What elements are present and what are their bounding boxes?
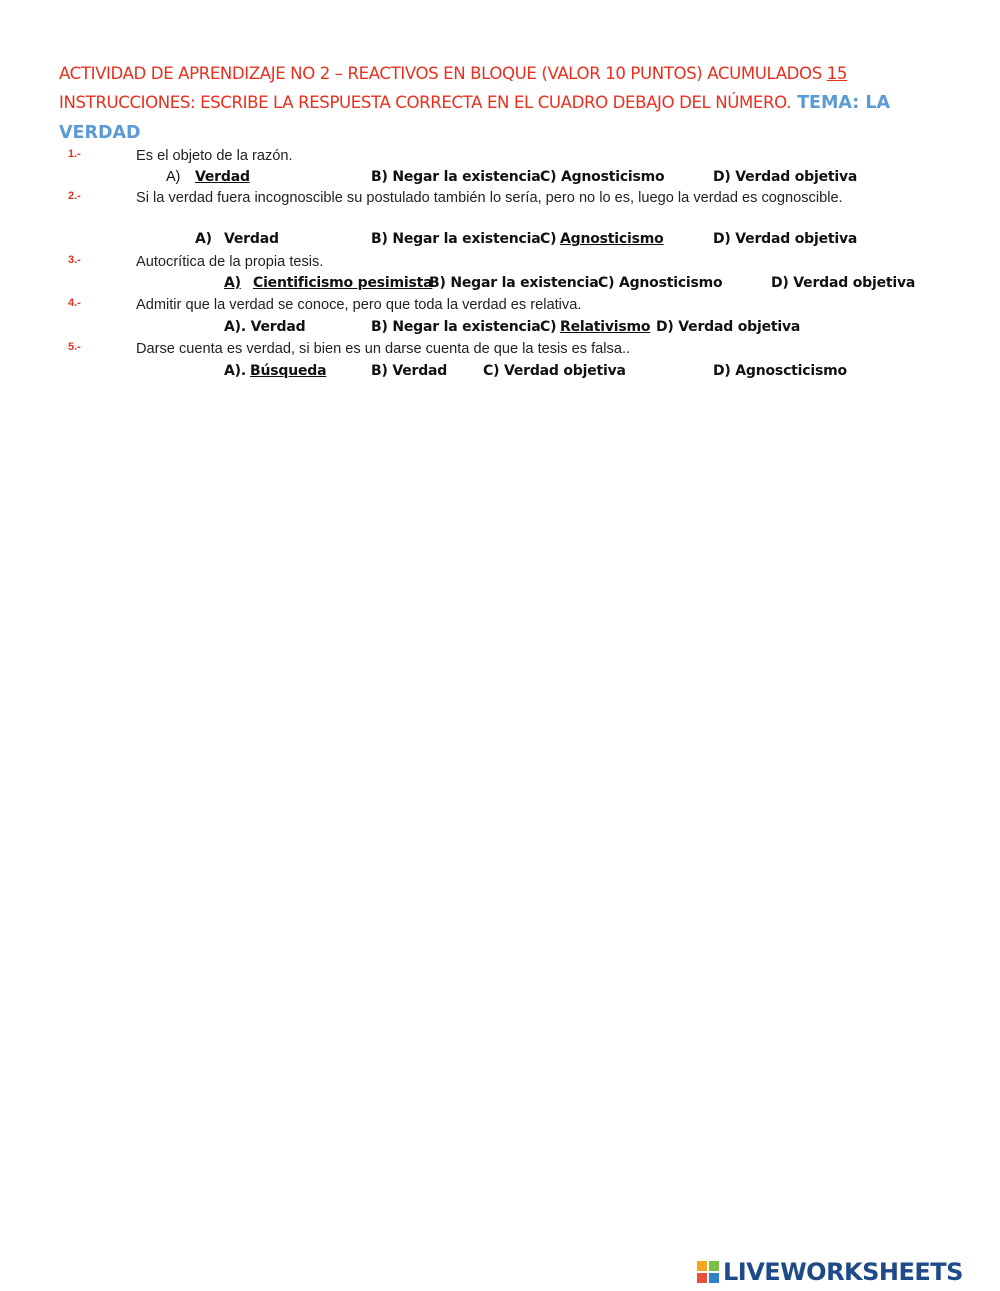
- logo-block-l: [697, 1261, 707, 1271]
- q3-option-a[interactable]: Cientificismo pesimista: [253, 275, 433, 291]
- q5-option-d[interactable]: D) Agnoscticismo: [713, 363, 847, 379]
- q1-option-a-label: A): [166, 169, 181, 185]
- topic-label: TEMA: LA VERDAD: [59, 93, 891, 143]
- q2-option-c[interactable]: Agnosticismo: [560, 231, 664, 247]
- question-number-3: 3.-: [68, 254, 81, 266]
- question-text-3: Autocrítica de la propia tesis.: [136, 254, 324, 270]
- question-text-4: Admitir que la verdad se conoce, pero que toda la verdad es relativa.: [136, 297, 582, 313]
- question-number-4: 4.-: [68, 297, 81, 309]
- question-text-1: Es el objeto de la razón.: [136, 148, 293, 164]
- q3-option-d[interactable]: D) Verdad objetiva: [771, 275, 916, 291]
- logo-block-e: [709, 1273, 719, 1283]
- accumulated-points: 15: [826, 64, 848, 83]
- logo-block-i: [709, 1261, 719, 1271]
- logo-icon: [697, 1261, 719, 1283]
- q5-option-c[interactable]: C) Verdad objetiva: [483, 363, 626, 379]
- q4-option-a[interactable]: A). Verdad: [224, 319, 306, 335]
- q4-option-c-label: C): [540, 319, 557, 335]
- liveworksheets-logo: [697, 1256, 963, 1288]
- q2-option-a-label: A): [195, 231, 212, 247]
- q4-option-d[interactable]: D) Verdad objetiva: [656, 319, 801, 335]
- q2-option-b[interactable]: B) Negar la existencia: [371, 231, 541, 247]
- q1-option-a[interactable]: Verdad: [195, 169, 250, 185]
- q2-option-a[interactable]: Verdad: [224, 231, 279, 247]
- worksheet-header: [59, 59, 939, 148]
- q3-option-c[interactable]: C) Agnosticismo: [598, 275, 723, 291]
- q1-option-c[interactable]: C) Agnosticismo: [540, 169, 665, 185]
- q4-option-b[interactable]: B) Negar la existencia: [371, 319, 541, 335]
- question-text-5: Darse cuenta es verdad, si bien es un darse cuenta de que la tesis es falsa..: [136, 341, 631, 357]
- q2-option-c-label: C): [540, 231, 557, 247]
- question-number-1: 1.-: [68, 148, 81, 160]
- question-text-2: Si la verdad fuera incognoscible su postulado también lo sería, pero no lo es, luego la verdad es cognoscible.: [136, 190, 843, 206]
- question-number-5: 5.-: [68, 341, 81, 353]
- q4-option-c[interactable]: Relativismo: [560, 319, 651, 335]
- q1-option-b[interactable]: B) Negar la existencia: [371, 169, 541, 185]
- instructions: INSTRUCCIONES: ESCRIBE LA RESPUESTA CORRECTA EN EL CUADRO DEBAJO DEL NÚMERO: [59, 93, 787, 112]
- q3-option-a-label: A): [224, 275, 241, 291]
- instructions-period: .: [786, 93, 792, 112]
- logo-text: LIVEWORKSHEETS: [723, 1258, 963, 1286]
- q1-option-d[interactable]: D) Verdad objetiva: [713, 169, 858, 185]
- q2-option-d[interactable]: D) Verdad objetiva: [713, 231, 858, 247]
- question-number-2: 2.-: [68, 190, 81, 202]
- header-title: ACTIVIDAD DE APRENDIZAJE NO 2 – REACTIVOS EN BLOQUE (VALOR 10 PUNTOS) ACUMULADOS: [59, 64, 827, 83]
- q3-option-b[interactable]: B) Negar la existencia: [429, 275, 599, 291]
- q5-option-a[interactable]: Búsqueda: [250, 363, 327, 379]
- logo-block-v: [697, 1273, 707, 1283]
- q5-option-a-label: A).: [224, 363, 246, 379]
- q5-option-b[interactable]: B) Verdad: [371, 363, 448, 379]
